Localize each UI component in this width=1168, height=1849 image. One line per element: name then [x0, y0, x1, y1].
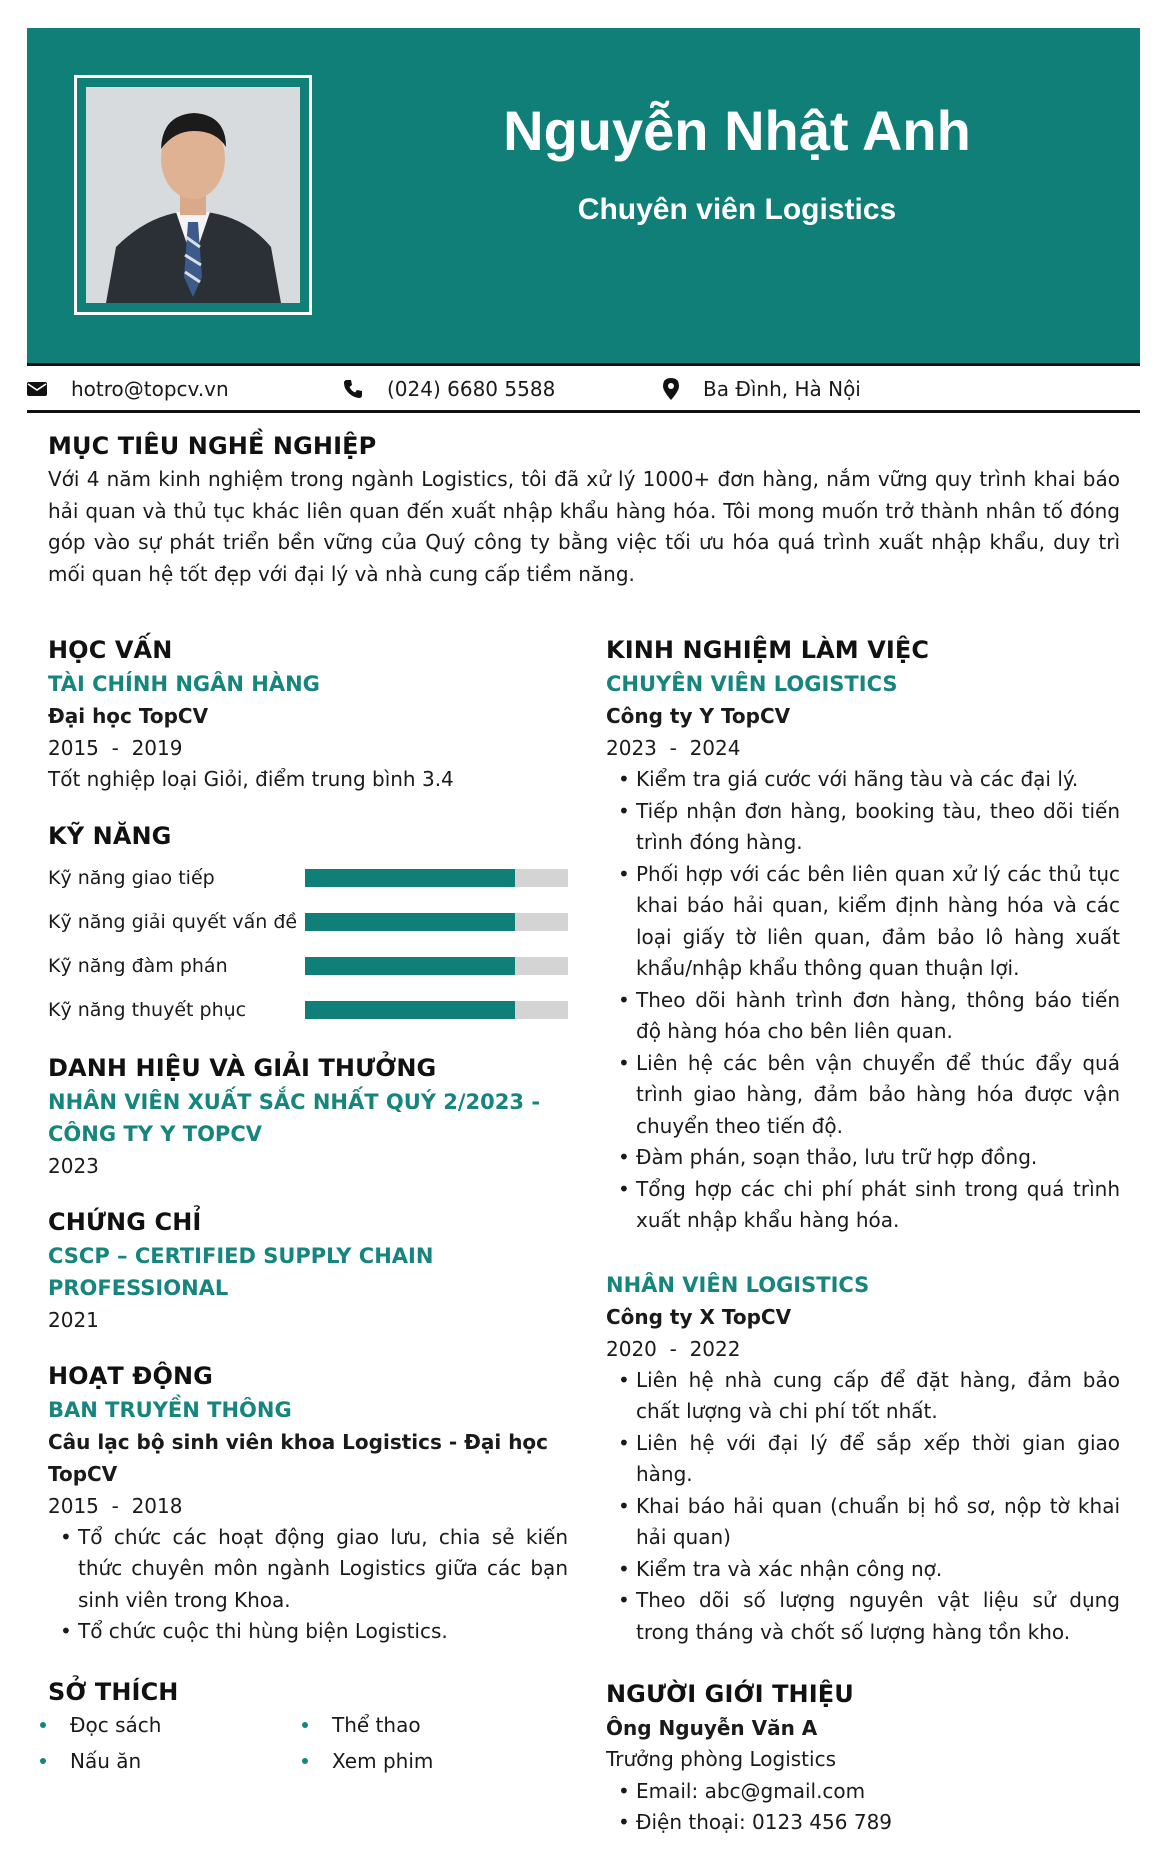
skill-bar	[305, 1001, 568, 1019]
job-end: 2024	[689, 736, 741, 760]
job-bullets	[606, 1365, 1120, 1649]
list-item: • Tổng hợp các chi phí phát sinh trong quá trình xuất nhập khẩu hàng hóa.	[606, 1174, 1120, 1237]
list-item: • Theo dõi hành trình đơn hàng, thông báo tiến độ hàng hóa cho bên liên quan.	[606, 985, 1120, 1048]
contact-phone-text: (024) 6680 5588	[387, 377, 556, 401]
job-entry	[606, 1269, 1120, 1649]
job-entry	[606, 668, 1120, 1237]
list-item: • Đàm phán, soạn thảo, lưu trữ hợp đồng.	[606, 1142, 1120, 1174]
hobby-label: Thể thao	[332, 1712, 421, 1737]
references-section	[606, 1680, 1120, 1839]
hobby-label: Xem phim	[332, 1748, 434, 1773]
hobbies-title: SỞ THÍCH	[48, 1677, 179, 1706]
education-section	[48, 636, 568, 796]
award-year: 2023	[48, 1153, 99, 1178]
education-title: HỌC VẤN	[48, 636, 173, 664]
bullet-dot-icon	[302, 1722, 308, 1728]
job-end: 2022	[689, 1336, 741, 1361]
activity-dates: 2015 - 2018	[48, 1493, 183, 1518]
job-company: Công ty Y TopCV	[606, 704, 791, 728]
reference-name: Ông Nguyễn Văn A	[606, 1716, 818, 1740]
phone-icon	[343, 379, 363, 399]
experience-title: KINH NGHIỆM LÀM VIỆC	[606, 636, 930, 664]
skill-row	[48, 856, 568, 900]
job-company: Công ty X TopCV	[606, 1304, 792, 1329]
profile-photo-frame	[74, 75, 312, 315]
objective-title: MỤC TIÊU NGHỀ NGHIỆP	[48, 432, 377, 460]
list-item: • Tổ chức các hoạt động giao lưu, chia sẻ kiến thức chuyên môn ngành Logistics giữa các bạn sinh viên trong Khoa.	[48, 1522, 568, 1617]
candidate-role: Chuyên viên Logistics	[577, 193, 897, 226]
contact-address	[663, 375, 861, 403]
contact-email-text: hotro@topcv.vn	[71, 377, 229, 401]
activity-end: 2018	[131, 1493, 183, 1518]
list-item: • Kiểm tra và xác nhận công nợ.	[606, 1554, 1120, 1586]
certificates-section	[48, 1208, 568, 1336]
skill-bar	[305, 913, 568, 931]
skill-bar-fill	[305, 869, 515, 887]
candidate-name: Nguyễn Nhật Anh	[503, 99, 971, 162]
hobby-label: Đọc sách	[70, 1712, 162, 1737]
job-start: 2020	[606, 1336, 657, 1361]
hobby-item	[310, 1712, 572, 1738]
activity-role: BAN TRUYỀN THÔNG	[48, 1397, 292, 1422]
skill-bar-fill	[305, 1001, 515, 1019]
bullet-dot-icon	[302, 1758, 308, 1764]
skill-row	[48, 900, 568, 944]
list-item: • Tổ chức cuộc thi hùng biện Logistics.	[48, 1616, 568, 1648]
hobbies-list	[48, 1712, 568, 1774]
reference-position: Trưởng phòng Logistics	[606, 1747, 836, 1771]
list-item: • Liên hệ với đại lý để sắp xếp thời gian giao hàng.	[606, 1428, 1120, 1491]
reference-phone[interactable]: • Điện thoại: 0123 456 789	[606, 1807, 1120, 1839]
reference-contacts	[606, 1776, 1120, 1839]
list-item: • Liên hệ các bên vận chuyển để thúc đẩy quá trình giao hàng, đảm bảo hàng hóa được vận chuyển theo tiến độ.	[606, 1048, 1120, 1143]
skill-row	[48, 988, 568, 1032]
job-start: 2023	[606, 736, 657, 760]
list-item: • Liên hệ nhà cung cấp để đặt hàng, đảm bảo chất lượng và chi phí tốt nhất.	[606, 1365, 1120, 1428]
certificate-name: CSCP – CERTIFIED SUPPLY CHAIN PROFESSIONAL	[48, 1243, 434, 1300]
list-item: • Theo dõi số lượng nguyên vật liệu sử dụng trong tháng và chốt số lượng hàng tồn kho.	[606, 1585, 1120, 1648]
right-column	[606, 636, 1120, 1849]
bullet-dot-icon	[40, 1758, 46, 1764]
contact-bar	[27, 363, 1140, 413]
hobby-item	[48, 1712, 310, 1738]
skill-bar-fill	[305, 913, 515, 931]
list-item: • Tiếp nhận đơn hàng, booking tàu, theo dõi tiến trình đóng hàng.	[606, 796, 1120, 859]
activity-bullets	[48, 1522, 568, 1648]
contact-address-text: Ba Đình, Hà Nội	[703, 377, 861, 401]
skill-name: Kỹ năng đàm phán	[48, 954, 228, 977]
education-start: 2015	[48, 736, 99, 760]
skill-bar-fill	[305, 957, 515, 975]
skills-list	[48, 856, 568, 1032]
job-dates: 2020 - 2022	[606, 1336, 741, 1361]
list-item: • Khai báo hải quan (chuẩn bị hồ sơ, nộp tờ khai hải quan)	[606, 1491, 1120, 1554]
left-column	[48, 636, 568, 1800]
job-position: NHÂN VIÊN LOGISTICS	[606, 1272, 870, 1297]
skill-name: Kỹ năng giao tiếp	[48, 866, 215, 889]
education-note: Tốt nghiệp loại Giỏi, điểm trung bình 3.4	[48, 767, 454, 791]
hobbies-section	[48, 1678, 568, 1774]
skills-section	[48, 822, 568, 1032]
hobby-item	[48, 1748, 310, 1774]
skill-name: Kỹ năng giải quyết vấn đề	[48, 910, 298, 933]
award-name: NHÂN VIÊN XUẤT SẮC NHẤT QUÝ 2/2023 - CÔNG TY Y TOPCV	[48, 1089, 541, 1146]
email-icon	[27, 381, 47, 397]
skill-name: Kỹ năng thuyết phục	[48, 998, 247, 1021]
list-item: • Kiểm tra giá cước với hãng tàu và các đại lý.	[606, 764, 1120, 796]
awards-section	[48, 1054, 568, 1182]
skill-bar	[305, 869, 568, 887]
job-position: CHUYÊN VIÊN LOGISTICS	[606, 672, 898, 696]
references-title: NGƯỜI GIỚI THIỆU	[606, 1680, 854, 1708]
profile-photo	[86, 87, 300, 303]
certificates-title: CHỨNG CHỈ	[48, 1207, 202, 1236]
activities-title: HOẠT ĐỘNG	[48, 1361, 213, 1390]
objective-section	[48, 432, 1120, 590]
experience-section	[606, 636, 1120, 1648]
contact-email[interactable]	[27, 375, 229, 403]
list-item: • Phối hợp với các bên liên quan xử lý các thủ tục khai báo hải quan, kiểm định hàng hóa và các loại giấy tờ liên quan, đảm bảo lô hàng xuất khẩu/nhập khẩu thông quan thuận lợi.	[606, 859, 1120, 985]
activity-org: Câu lạc bộ sinh viên khoa Logistics - Đại học TopCV	[48, 1429, 549, 1486]
hobby-label: Nấu ăn	[70, 1748, 142, 1773]
cv-header	[27, 28, 1140, 363]
reference-email[interactable]: • Email: abc@gmail.com	[606, 1776, 1120, 1808]
skill-bar	[305, 957, 568, 975]
education-end: 2019	[131, 736, 183, 760]
education-school: Đại học TopCV	[48, 704, 209, 728]
education-major: TÀI CHÍNH NGÂN HÀNG	[48, 672, 320, 696]
location-pin-icon	[663, 378, 679, 400]
objective-text: Với 4 năm kinh nghiệm trong ngành Logistics, tôi đã xử lý 1000+ đơn hàng, nắm vững quy trình khai báo hải quan và thủ tục khác liên quan đến xuất nhập khẩu hàng hóa. Tôi mong muốn trở thành nhân tố đóng góp vào sự phát triển bền vững của Quý công ty bằng việc tối ưu hóa quá trình xuất nhập khẩu, duy trì mối quan hệ tốt đẹp với đại lý và nhà cung cấp tiềm năng.	[48, 467, 1120, 586]
skills-title: KỸ NĂNG	[48, 821, 172, 850]
activity-start: 2015	[48, 1493, 99, 1518]
awards-title: DANH HIỆU VÀ GIẢI THƯỞNG	[48, 1053, 437, 1082]
job-dates: 2023 - 2024	[606, 736, 741, 760]
hobby-item	[310, 1748, 572, 1774]
activities-section	[48, 1362, 568, 1648]
skill-row	[48, 944, 568, 988]
contact-phone[interactable]	[343, 375, 555, 403]
certificate-year: 2021	[48, 1307, 99, 1332]
bullet-dot-icon	[40, 1722, 46, 1728]
job-bullets	[606, 764, 1120, 1237]
education-dates: 2015 - 2019	[48, 736, 183, 760]
